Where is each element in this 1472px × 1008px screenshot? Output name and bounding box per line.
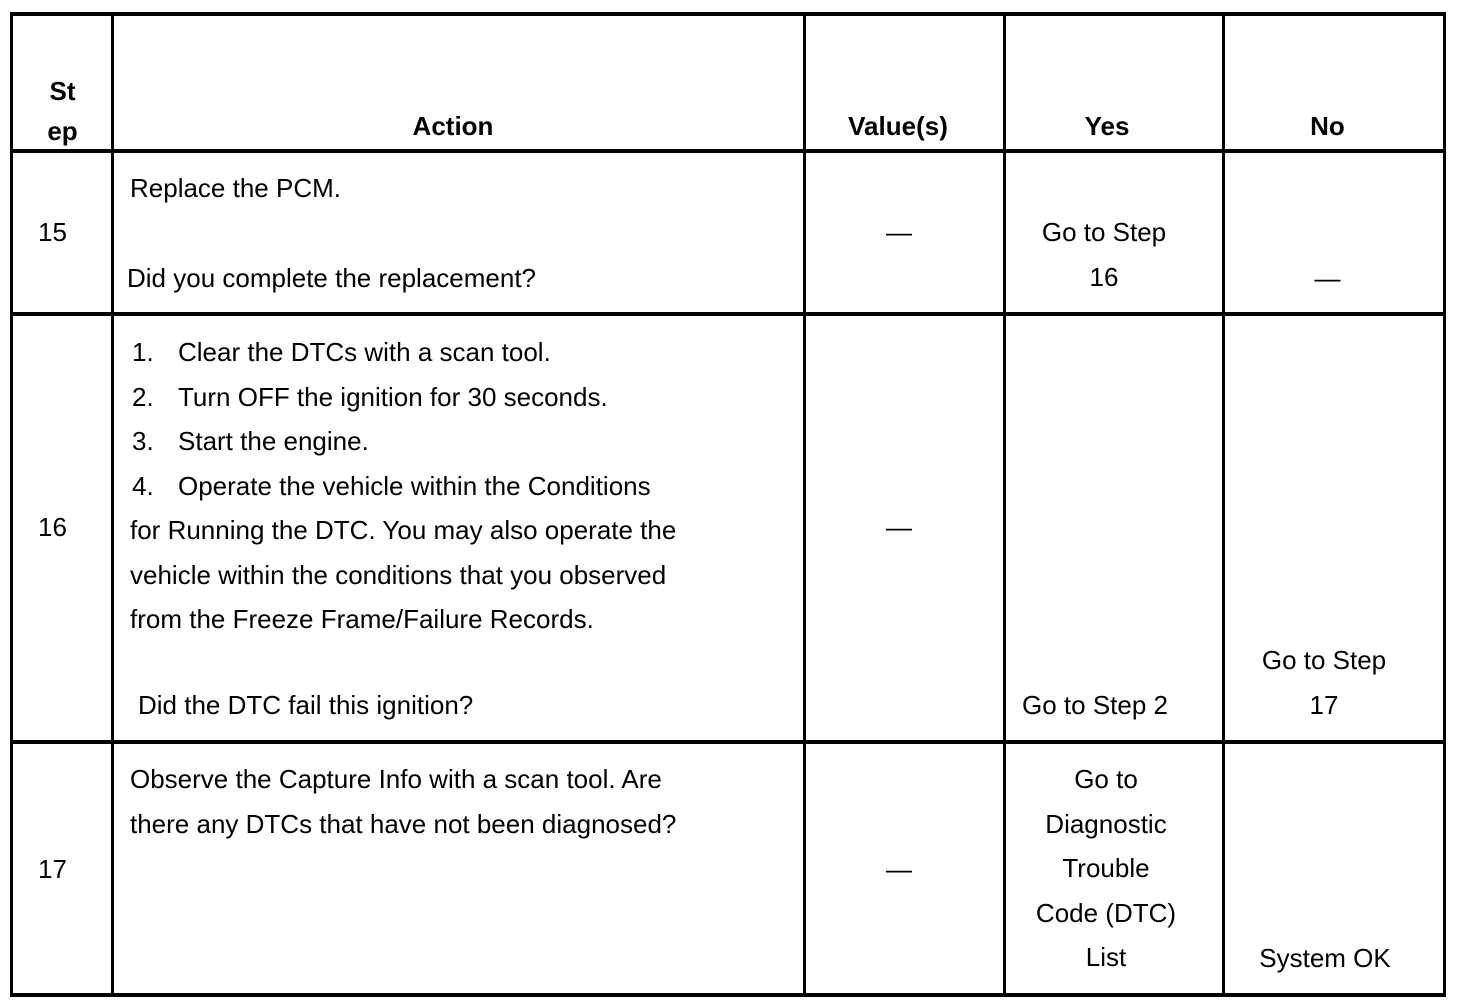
action-question-15: Did you complete the replacement? xyxy=(127,263,537,293)
list-item: 1. Clear the DTCs with a scan tool. xyxy=(132,337,551,367)
header-divider xyxy=(10,149,1446,153)
step-number-16: 16 xyxy=(38,512,67,542)
action-question-16: Did the DTC fail this ignition? xyxy=(138,690,474,720)
list-item: 2. Turn OFF the ignition for 30 seconds. xyxy=(132,381,608,412)
list-item: 4. Operate the vehicle within the Conditions xyxy=(132,470,651,501)
yes-16: Go to Step 2 xyxy=(1022,690,1168,720)
col-divider-action-values xyxy=(803,12,806,997)
table-border-bottom xyxy=(10,993,1446,997)
no-16: Go to Step 17 xyxy=(1261,645,1387,720)
row-divider-16-17 xyxy=(10,740,1446,744)
table-border-right xyxy=(1443,12,1446,997)
step-number-17: 17 xyxy=(38,854,67,884)
value-17: — xyxy=(886,854,912,884)
action-continuation-16: for Running the DTC. You may also operate the vehicle within the conditions that you observed from the Freeze Frame/Failure Records. xyxy=(130,515,677,634)
yes-17: Go to Diagnostic Trouble Code (DTC) List xyxy=(1035,764,1177,972)
header-step: St ep xyxy=(47,76,78,146)
no-15: — xyxy=(1314,263,1341,293)
list-item: 3. Start the engine. xyxy=(132,426,369,456)
row-divider-15-16 xyxy=(10,312,1446,316)
col-divider-step-action xyxy=(111,12,114,997)
header-values: Value(s) xyxy=(848,111,948,141)
value-16: — xyxy=(886,512,912,542)
header-no: No xyxy=(1310,111,1345,141)
header-action: Action xyxy=(412,111,494,141)
value-15: — xyxy=(886,217,912,247)
col-divider-yes-no xyxy=(1222,12,1225,997)
no-17: System OK xyxy=(1259,943,1391,973)
yes-15: Go to Step 16 xyxy=(1041,217,1167,292)
table-border-left xyxy=(10,12,13,997)
action-steps-16 xyxy=(132,330,651,508)
header-yes: Yes xyxy=(1084,111,1130,141)
action-text-17: Observe the Capture Info with a scan tool. Are there any DTCs that have not been diagnosed? xyxy=(130,764,677,839)
action-text-15-line1: Replace the PCM. xyxy=(130,173,341,203)
table-border-top xyxy=(10,12,1446,16)
step-number-15: 15 xyxy=(38,217,67,247)
